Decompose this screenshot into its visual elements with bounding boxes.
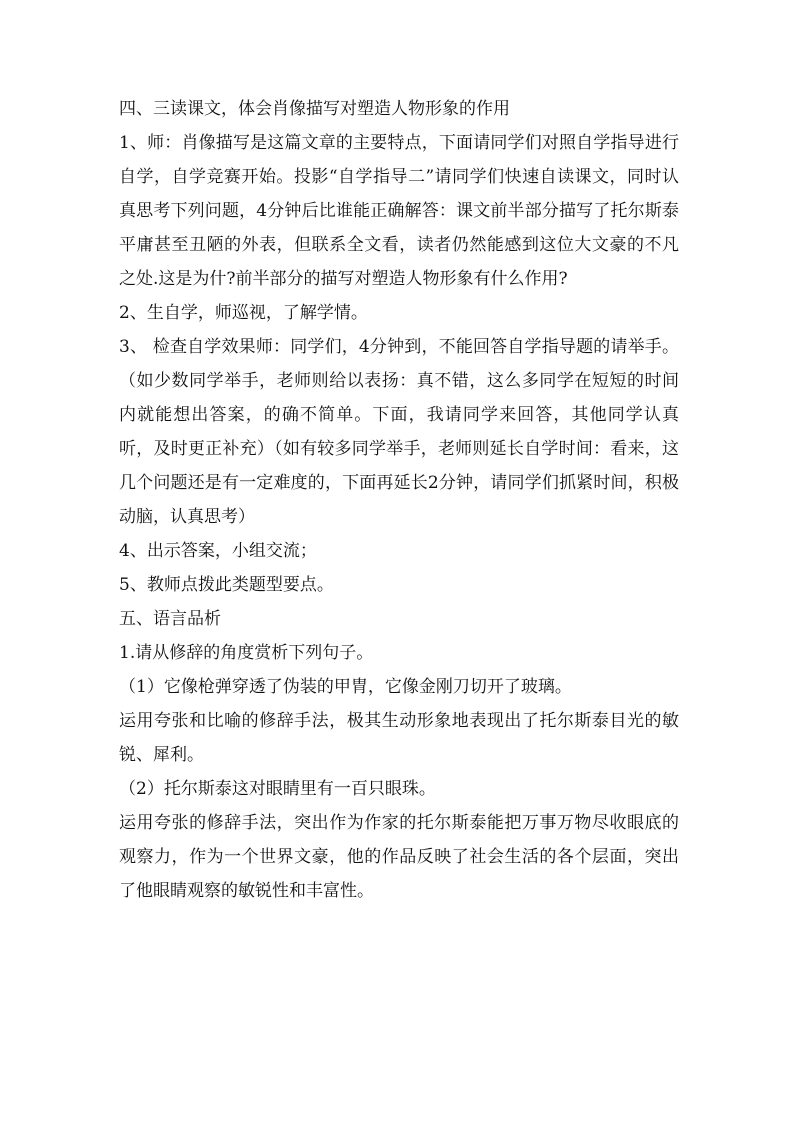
paragraph-step-5: 5、教师点拨此类题型要点。: [119, 575, 334, 595]
section-heading-four: 四、三读课文，体会肖像描写对塑造人物形象的作用: [119, 99, 510, 119]
paragraph-step-1: 1、师：肖像描写是这篇文章的主要特点，下面请同学们对照自学指导进行自学，自学竞赛开始。投影“自学指导二”请同学们快速自读课文，同时认真思考下列问题，4分钟后比谁能正确解答：课文前半部分描写了托尔斯泰平庸甚至丑陋的外表，但联系全文看，读者仍然能感到这位大文豪的不凡之处.这是为什?前半部分的描写对塑造人物形象有什么作用?: [119, 133, 679, 289]
paragraph-step-4: 4、出示答案，小组交流；: [119, 541, 317, 561]
document-body: [119, 92, 679, 908]
paragraph-step-3: 3、 检查自学效果师：同学们，4分钟到，不能回答自学指导题的请举手。（如少数同学举手，老师则给以表扬：真不错，这么多同学在短短的时间内就能想出答案，的确不简单。下面，我请同学来回答，其他同学认真听，及时更正补充）（如有较多同学举手，老师则延长自学时间：看来，这几个问题还是有一定难度的，下面再延长2分钟，请同学们抓紧时间，积极动脑，认真思考）: [119, 337, 679, 527]
paragraph-step-2: 2、生自学，师巡视，了解学情。: [119, 303, 368, 323]
question-1: 1.请从修辞的角度赏析下列句子。: [119, 643, 374, 663]
sentence-2: （2）托尔斯泰这对眼睛里有一百只眼珠。: [119, 779, 436, 799]
sentence-1: （1）它像枪弹穿透了伪装的甲胄，它像金刚刀切开了玻璃。: [119, 677, 572, 697]
analysis-1: 运用夸张和比喻的修辞手法，极其生动形象地表现出了托尔斯泰目光的敏锐、犀利。: [119, 711, 679, 765]
section-heading-five: 五、语言品析: [119, 609, 221, 629]
analysis-2: 运用夸张的修辞手法，突出作为作家的托尔斯泰能把万事万物尽收眼底的观察力，作为一个世界文豪，他的作品反映了社会生活的各个层面，突出了他眼睛观察的敏锐性和丰富性。: [119, 813, 679, 901]
